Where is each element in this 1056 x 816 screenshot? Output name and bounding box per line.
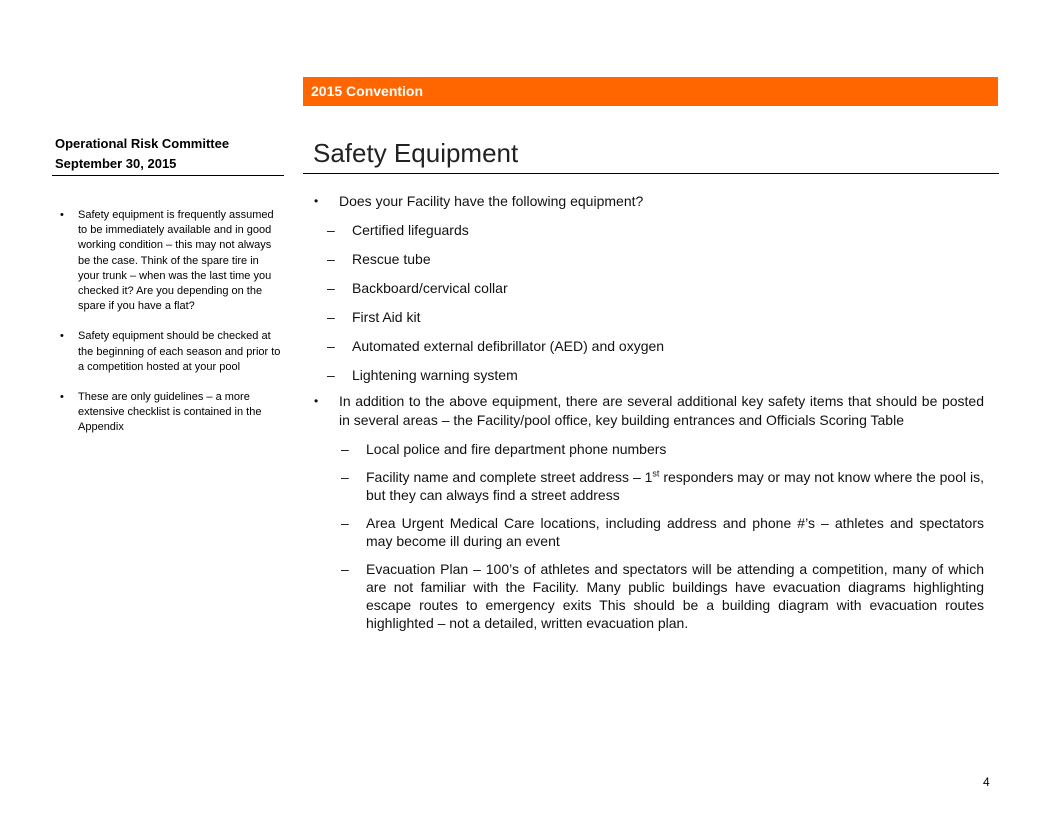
dash-icon: – [341,469,349,485]
sidebar-bullet-text: Safety equipment is frequently assumed to be immediately available and in good working condition – this may not always be the case. Think of the spare tire in your trunk – when was the last time you checked it? Are you depending on the spare if you have a flat? [78,209,274,313]
dash-icon: – [327,309,335,325]
equipment-item-text: Lightening warning system [352,367,518,383]
banner-title: 2015 Convention [311,83,424,99]
dash-icon: – [327,251,335,267]
equipment-item [314,250,984,269]
equipment-item [314,366,984,385]
equipment-item [314,279,984,298]
equipment-item-text: Rescue tube [352,251,431,267]
dash-icon: – [341,441,349,457]
equipment-item [314,337,984,356]
main-bullet-text: Does your Facility have the following equipment? [339,193,644,209]
equipment-item-text: Certified lifeguards [352,222,469,238]
posted-item [314,468,984,504]
dash-icon: – [327,338,335,354]
dash-icon: – [327,367,335,383]
committee-date: September 30, 2015 [55,156,177,171]
main-content [314,192,984,632]
bullet-icon: • [60,391,64,404]
bullet-icon: • [314,394,319,408]
posted-item-text-end: responders may or may not know where the pool is, but they can always find a street address [366,469,984,503]
committee-header [55,134,285,174]
posted-item-text: Area Urgent Medical Care locations, including address and phone #’s – athletes and spectators may become ill during an event [366,515,984,549]
ordinal-suffix: st [652,468,660,479]
equipment-item [314,308,984,327]
posted-item-text: Evacuation Plan – 100’s of athletes and spectators will be attending a competition, many of which are not familiar with the Facility. Many public buildings have evacuation diagrams highlighting escape routes to emergency exits This should be a building diagram with evacuation routes highlighted – not a detailed, written evacuation plan. [366,561,984,631]
dash-icon: – [341,561,349,577]
sidebar-bullet [60,390,282,436]
committee-divider [52,175,284,176]
posted-item [314,440,984,458]
posted-item [314,514,984,550]
sidebar-bullet-text: These are only guidelines – a more extensive checklist is contained in the Appendix [78,391,262,434]
convention-banner [303,77,998,106]
equipment-item [314,221,984,240]
equipment-item-text: First Aid kit [352,309,421,325]
sidebar-bullet-text: Safety equipment should be checked at the beginning of each season and prior to a competition hosted at your pool [78,330,281,373]
equipment-item-text: Backboard/cervical collar [352,280,508,296]
posted-item-text [366,469,984,503]
page-number: 4 [983,775,990,789]
posted-item-text: Local police and fire department phone numbers [366,441,667,457]
sidebar-bullet [60,329,282,375]
sidebar-bullet [60,208,282,314]
posted-item-text-start: Facility name and complete street address – 1 [366,469,653,485]
equipment-item-text: Automated external defibrillator (AED) and oxygen [352,338,665,354]
page-title: Safety Equipment [313,138,519,168]
main-bullet-posted-items [314,392,984,430]
committee-name: Operational Risk Committee [55,136,230,151]
dash-icon: – [341,515,349,531]
bullet-icon: • [314,194,319,208]
dash-icon: – [327,222,335,238]
bullet-icon: • [60,330,64,343]
sidebar-notes [60,208,282,451]
title-divider [303,173,999,174]
main-bullet-equipment-question [314,192,984,211]
dash-icon: – [327,280,335,296]
bullet-icon: • [60,209,64,221]
posted-item [314,560,984,632]
main-bullet-text: In addition to the above equipment, there are several additional key safety items that should be posted in several areas – the Facility/pool office, key building entrances and Officials Scoring Table [339,393,984,428]
